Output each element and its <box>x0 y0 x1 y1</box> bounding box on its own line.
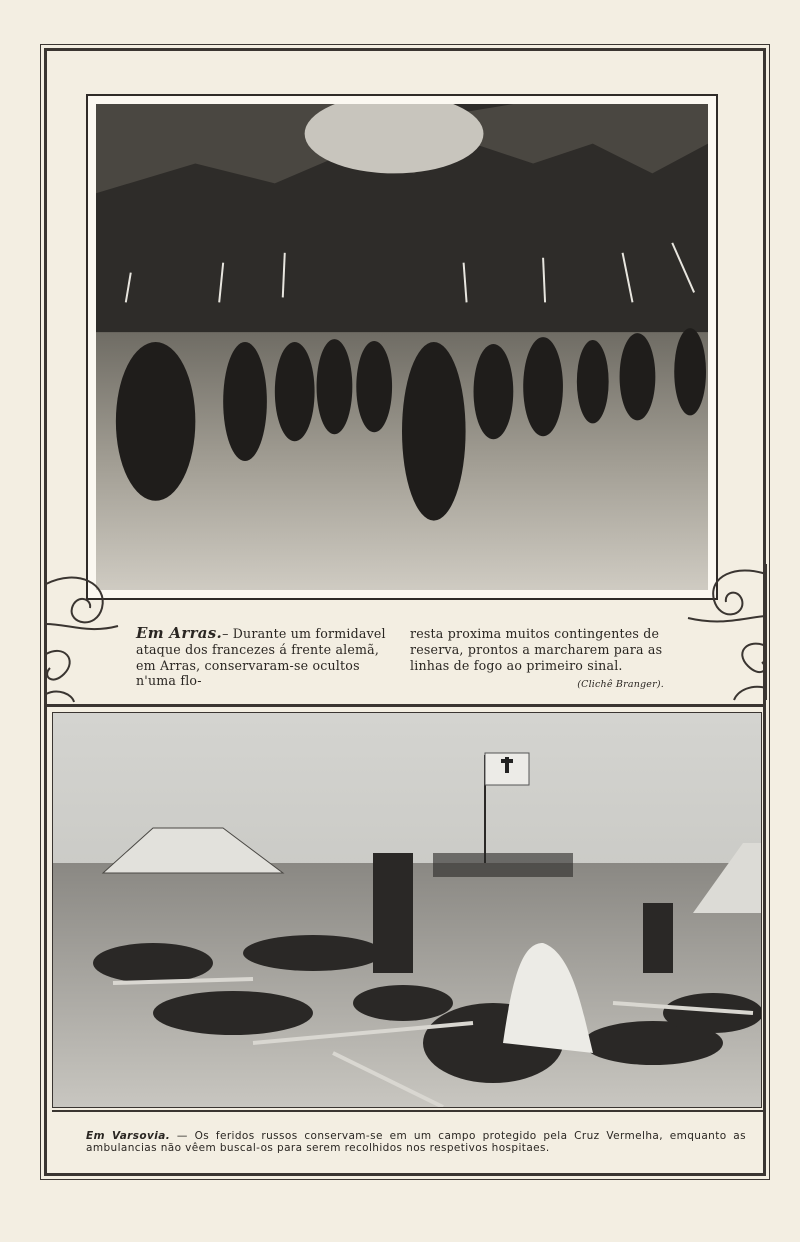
photo-credit: (Clichê Branger). <box>577 679 664 690</box>
caption-varsovia-title: Em Varsovia. <box>86 1130 171 1142</box>
photo-troops-image <box>96 104 708 590</box>
photo-troops-forest <box>86 94 718 600</box>
caption-arras-text-1: – Durante um formidavel ataque dos francezes á frente alemã, em Arras, conservaram-se ocultos n'uma flo- <box>136 626 386 689</box>
caption-varsovia-box <box>52 1110 764 1168</box>
caption-arras-column-left <box>136 626 392 689</box>
caption-varsovia <box>86 1130 746 1154</box>
photo-wounded-image <box>53 713 761 1107</box>
ornament-right-flourish <box>682 560 774 704</box>
ornament-left-flourish <box>38 564 124 706</box>
caption-arras-column-right <box>410 626 666 673</box>
caption-varsovia-text: — Os feridos russos conservam-se em um campo protegido pela Cruz Vermelha, emquanto as ambulancias não vêem buscal-os para serem recolhidos nos respetivos hospitaes. <box>86 1130 747 1155</box>
caption-arras-text-2: resta proxima muitos contingentes de reserva, prontos a marcharem para as linhas de fogo ao primeiro sinal. <box>410 626 663 673</box>
caption-arras <box>136 626 682 692</box>
caption-arras-title: Em Arras. <box>136 624 223 642</box>
photo-wounded-camp <box>52 712 762 1108</box>
section-divider <box>46 704 764 707</box>
